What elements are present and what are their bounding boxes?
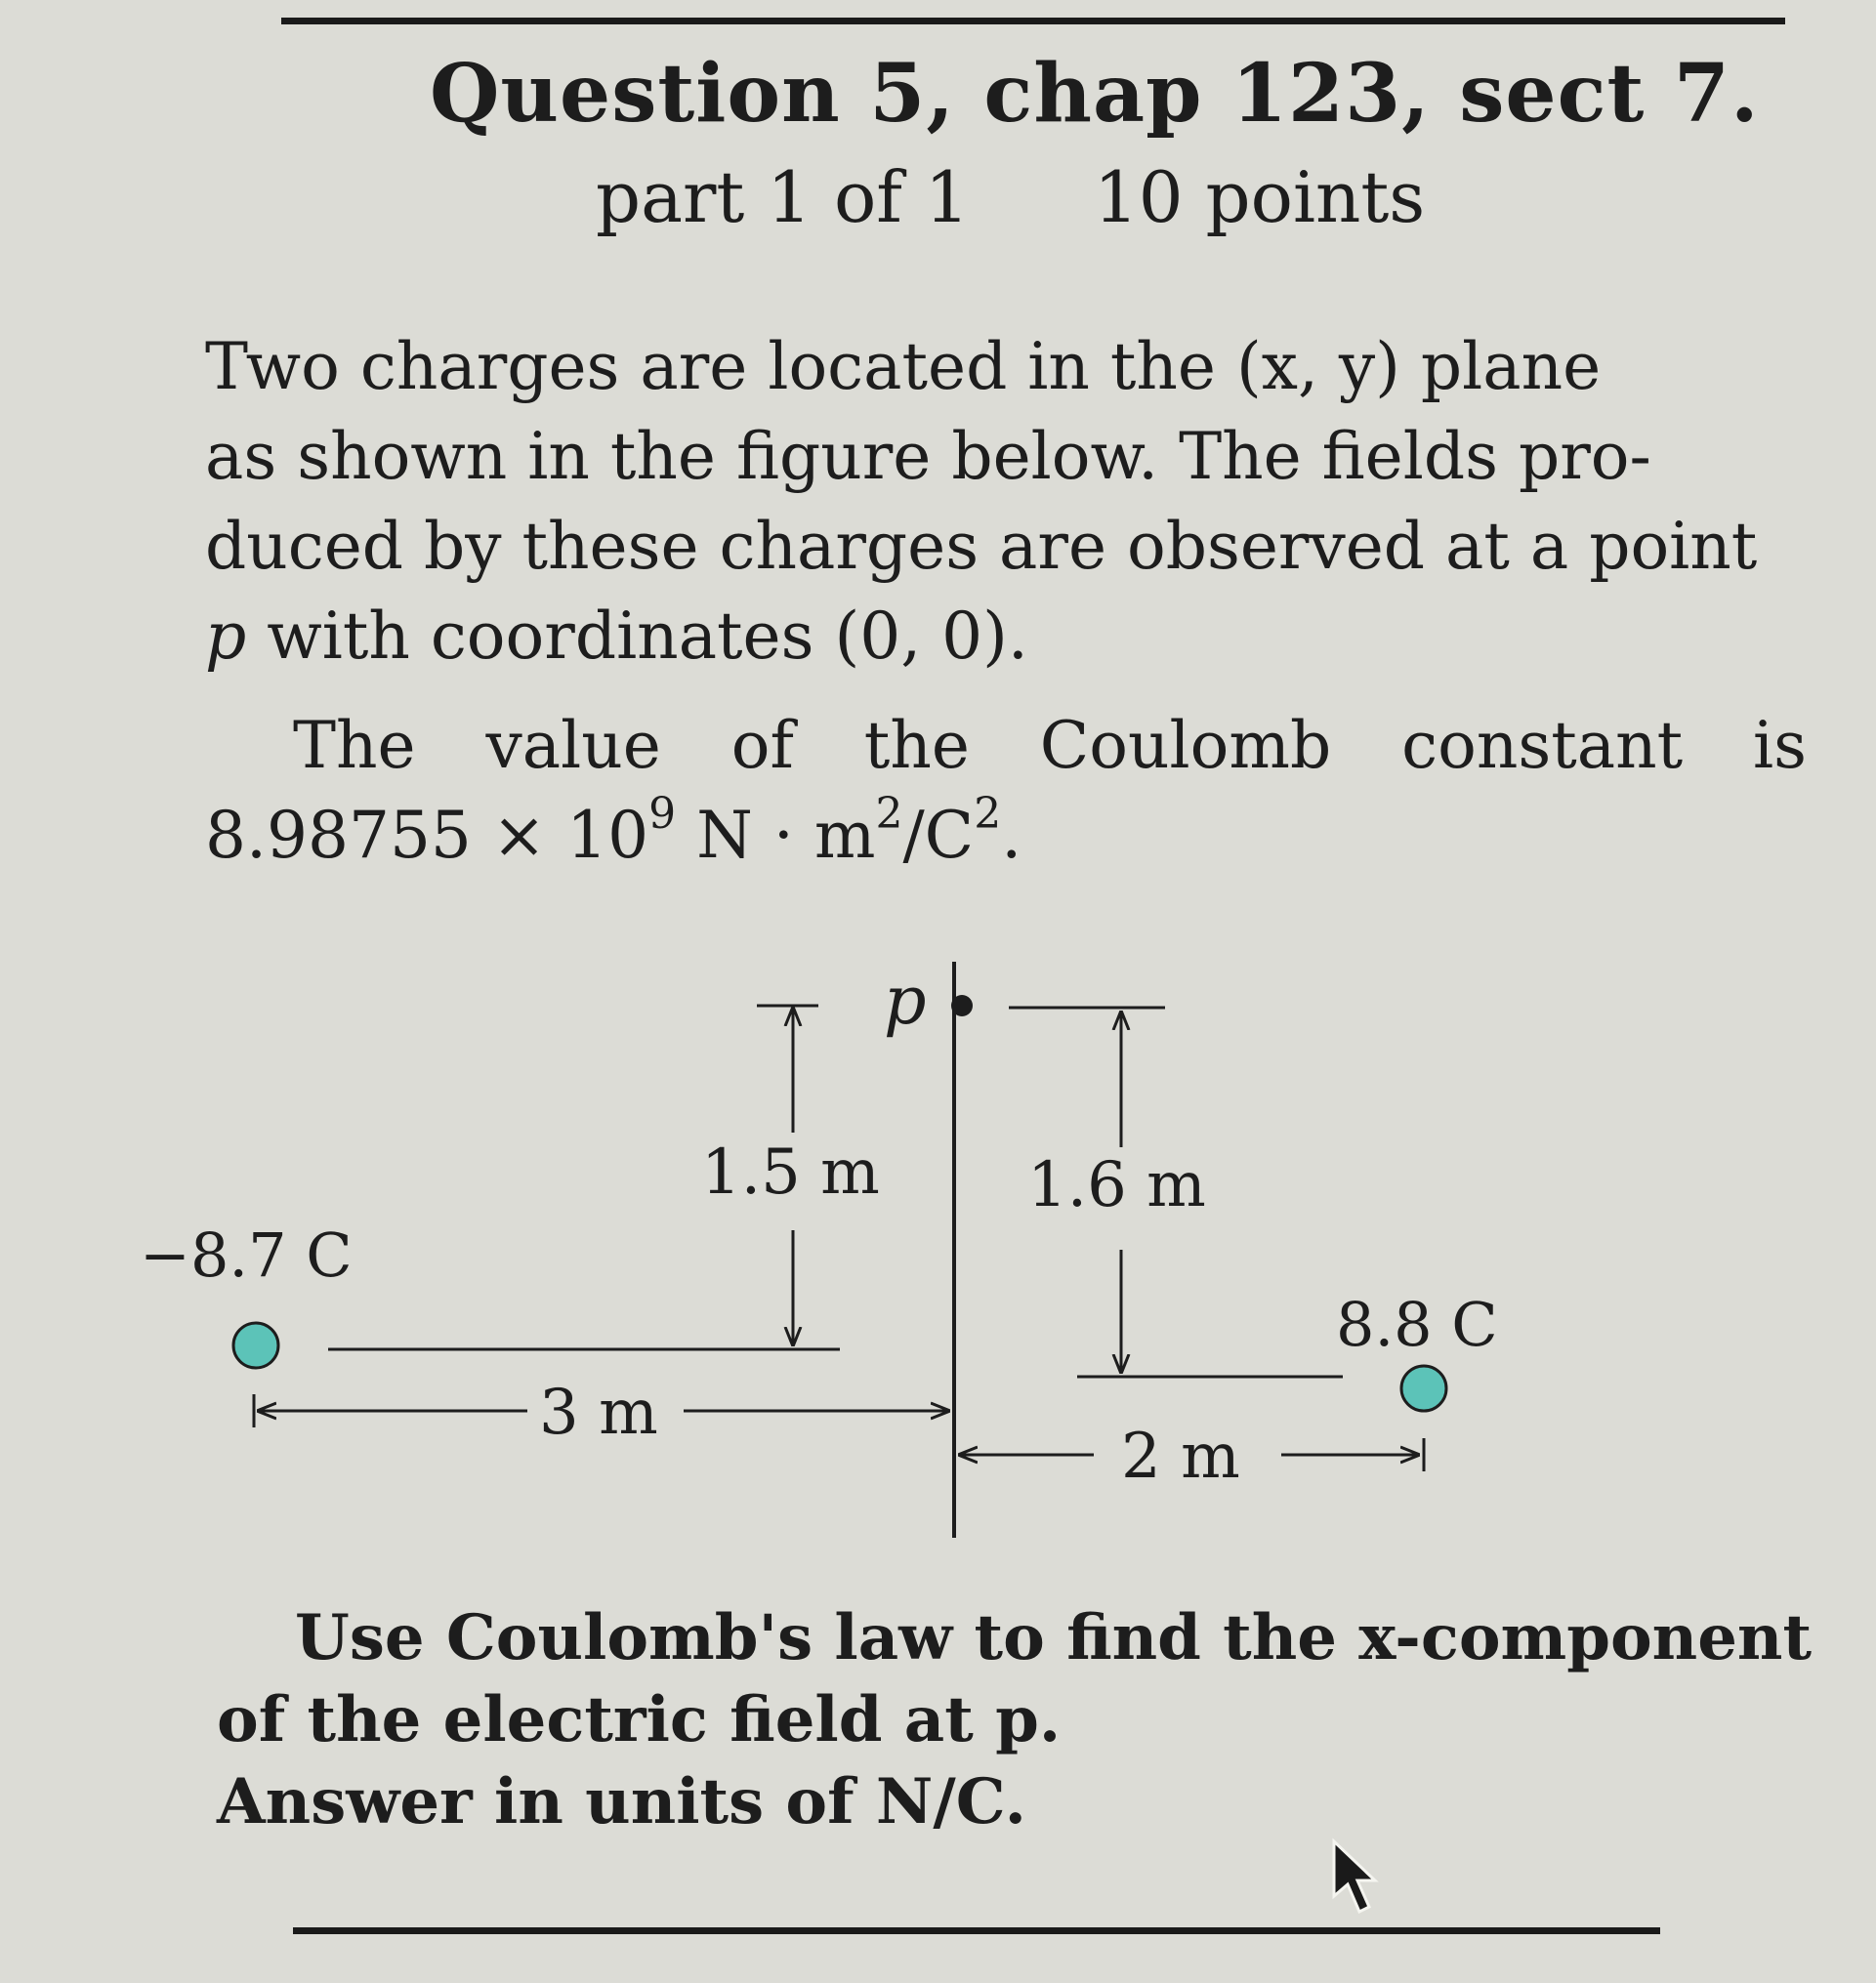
question-prompt (217, 1597, 1818, 1843)
left-charge-label: −8.7 C (140, 1219, 353, 1291)
point-p-dot (951, 995, 973, 1016)
intro-line-2: as shown in the figure below. The fields pro- (205, 419, 1651, 494)
mouse-pointer-icon (1330, 1838, 1389, 1920)
constant-word: the (863, 708, 970, 783)
part-label: part 1 of 1 (596, 156, 970, 238)
constant-unit-exp1: 2 (875, 789, 903, 839)
intro-line-1: Two charges are located in the (x, y) plane (205, 329, 1602, 404)
problem-intro (205, 322, 1807, 682)
bottom-rule (293, 1927, 1660, 1934)
constant-unit-a: N · m (676, 798, 876, 873)
constant-word: The (293, 708, 416, 783)
constant-sentence (205, 701, 1807, 791)
prompt-line-3: Answer in units of N/C. (217, 1765, 1026, 1838)
question-title: Question 5, chap 123, sect 7. (430, 47, 1760, 141)
prompt-line-1: Use Coulomb's law to find the x-component (295, 1601, 1812, 1674)
right-vertical-dim-label: 1.6 m (1027, 1149, 1206, 1221)
constant-exponent: 9 (648, 789, 677, 839)
point-variable: p (205, 599, 247, 674)
charge-diagram (0, 937, 1876, 1562)
constant-unit-end: . (1001, 798, 1022, 873)
intro-line-4-text: with coordinates (0, 0). (246, 599, 1028, 674)
left-charge-circle (233, 1323, 278, 1368)
constant-word: constant (1401, 708, 1684, 783)
left-vertical-dim-label: 1.5 m (701, 1136, 880, 1209)
constant-word: is (1753, 708, 1807, 783)
point-p-label: p (884, 963, 927, 1040)
constant-unit-b: /C (902, 798, 975, 873)
constant-word: value (485, 708, 661, 783)
top-rule (281, 18, 1785, 24)
points-label: 10 points (1094, 156, 1426, 238)
constant-mantissa: 8.98755 × 10 (205, 798, 649, 873)
horizontal-dim-3m-label: 3 m (539, 1377, 658, 1449)
right-charge-circle (1401, 1366, 1446, 1411)
right-charge-label: 8.8 C (1336, 1289, 1498, 1360)
constant-word: of (730, 708, 794, 783)
constant-word: Coulomb (1039, 708, 1332, 783)
horizontal-dim-2m-label: 2 m (1121, 1421, 1240, 1493)
coulomb-constant-paragraph (205, 701, 1807, 881)
intro-line-4 (205, 592, 1807, 682)
prompt-line-2: of the electric field at p. (217, 1683, 1062, 1756)
constant-unit-exp2: 2 (974, 789, 1002, 839)
intro-line-3: duced by these charges are observed at a point (205, 509, 1758, 584)
constant-value (205, 791, 1807, 881)
